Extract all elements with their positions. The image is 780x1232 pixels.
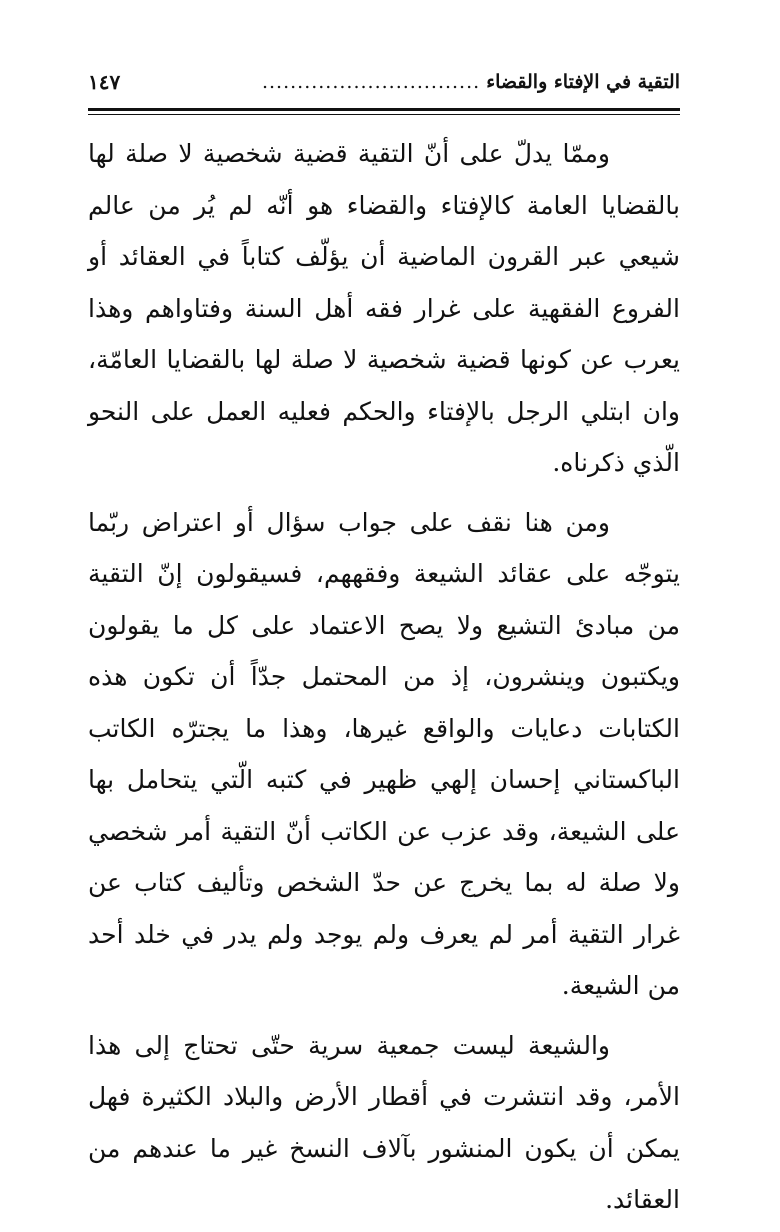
header-rule-thick — [88, 108, 680, 111]
header-rule-thin — [88, 114, 680, 115]
body-text — [88, 128, 680, 1232]
leader-dots: ............................... — [261, 71, 481, 93]
paragraph-2: ومن هنا نقف على جواب سؤال أو اعتراض ربّما يتوجّه على عقائد الشيعة وفقههم، فسيقولون إنّ التقية من مبادئ التشيع ولا يصح الاعتماد على كل ما يقولون ويكتبون وينشرون، إذ من المحتمل جدّاً أن تكون هذه الكتابات دعايات والواقع غيرها، وهذا ما يجترّه الكاتب الباكستاني إحسان إلهي ظهير في كتبه الّتي يتحامل بها على الشيعة، وقد عزب عن الكاتب أنّ التقية أمر شخصي ولا صلة له بما يخرج عن حدّ الشخص وتأليف كتاب عن غرار التقية أمر لم يعرف ولم يوجد ولم يدر في خلد أحد من الشيعة. — [88, 507, 680, 1000]
running-header — [88, 62, 680, 102]
paragraph-3: والشيعة ليست جمعية سرية حتّى تحتاج إلى هذا الأمر، وقد انتشرت في أقطار الأرض والبلاد الكثيرة فهل يمكن أن يكون المنشور بآلاف النسخ غير ما عندهم من العقائد. — [88, 1030, 680, 1214]
running-header-title: التقية في الإفتاء والقضاء — [486, 71, 680, 93]
paragraph-1: وممّا يدلّ على أنّ التقية قضية شخصية لا صلة لها بالقضايا العامة كالإفتاء والقضاء هو أنّه لم يُر من عالم شيعي عبر القرون الماضية أن يؤلّف كتاباً في العقائد أو الفروع الفقهية على غرار فقه أهل السنة وفتاواهم وهذا يعرب عن كونها قضية شخصية لا صلة لها بالقضايا العامّة، وان ابتلي الرجل بالإفتاء والحكم فعليه العمل على النحو الّذي ذكرناه. — [88, 139, 680, 477]
page-number: ١٤٧ — [88, 70, 121, 94]
running-header-title-group — [262, 71, 680, 93]
